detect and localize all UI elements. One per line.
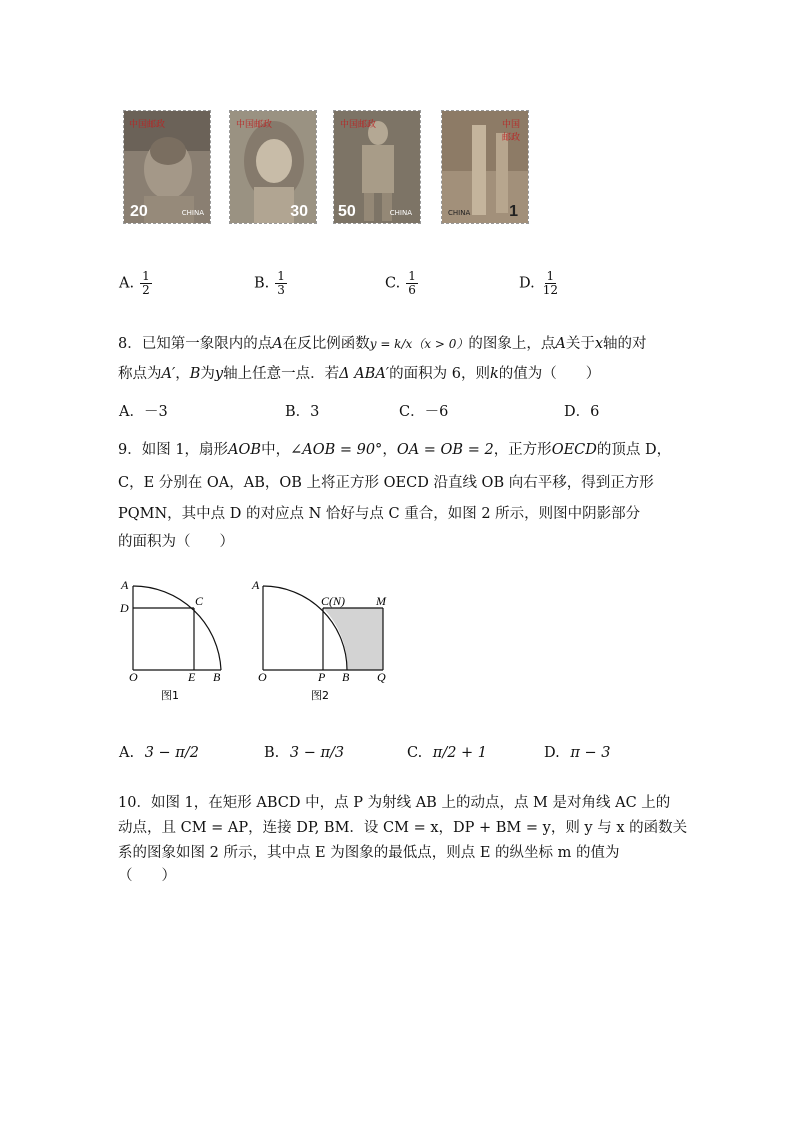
label-a: A: [252, 578, 260, 592]
label-c: C: [195, 594, 204, 608]
stamp-value: 50: [338, 203, 356, 220]
q7-option-b: B. $\frac{1}{3}$: [254, 269, 285, 297]
q8-option-b: B．3: [285, 404, 320, 420]
stamp-value: 20: [130, 203, 148, 220]
shaded-region: [323, 608, 383, 670]
fig2-caption: 图2: [311, 689, 329, 702]
fig1-caption: 图1: [161, 689, 179, 702]
q9-line-4: 的面积为（ ）: [118, 534, 234, 550]
q9-option-a: A. 3 − π/2: [119, 745, 199, 761]
q9-option-c: C. π/2 + 1: [407, 745, 488, 761]
q7-option-d: D. $\frac{1}{12}$: [519, 269, 558, 297]
q8-option-c: C．－6: [399, 404, 449, 420]
stamp-label: CHINA: [181, 209, 204, 217]
figure-2: [250, 578, 400, 706]
stamp-value: 1: [509, 203, 518, 220]
label-o: O: [258, 670, 267, 684]
q7-option-a: A. $\frac{1}{2}$: [119, 269, 150, 297]
stamp-1: [123, 110, 211, 224]
label-b: B: [342, 670, 350, 684]
label-p: P: [318, 670, 326, 684]
stamp-3: [333, 110, 421, 224]
label-o: O: [129, 670, 138, 684]
label-m: M: [376, 594, 386, 608]
stamp-2: [229, 110, 317, 224]
q8-line-1: 8．已知第一象限内的点A在反比例函数y = k/x（x > 0）的图象上，点A关于x轴的对: [118, 336, 647, 352]
q8-option-d: D．6: [564, 404, 600, 420]
q9-line-1: 9．如图 1，扇形AOB中，∠AOB = 90°，OA = OB = 2，正方形OECD的顶点 D，: [118, 442, 672, 458]
label-a: A: [121, 578, 129, 592]
label-b: B: [213, 670, 221, 684]
stamp-country: 中国邮政: [502, 120, 521, 143]
q9-line-2: C，E 分别在 OA，AB，OB 上将正方形 OECD 沿直线 OB 向右平移，得到正方形: [118, 475, 654, 491]
stamp-country: 中国邮政: [129, 120, 166, 130]
q8-line-2: 称点为A′，B为y轴上任意一点．若Δ ABA′的面积为 6，则k的值为（ ）: [118, 366, 601, 382]
figure-1: [118, 578, 238, 706]
stamp-value: 30: [290, 203, 308, 220]
q10-line-2: 动点，且 CM = AP，连接 DP, BM．设 CM = x，DP + BM = y，则 y 与 x 的函数关: [118, 820, 688, 836]
sector-arc: [133, 586, 221, 670]
stamp-4: [441, 110, 529, 224]
q8-function: y = k/x（x > 0）: [369, 337, 469, 351]
q10-line-3: 系的图象如图 2 所示，其中点 E 为图象的最低点，则点 E 的纵坐标 m 的值为: [118, 845, 620, 861]
q9-option-d: D. π − 3: [544, 745, 611, 761]
q9-option-b: B. 3 − π/3: [264, 745, 345, 761]
label-cn: C(N): [321, 594, 345, 608]
q8-option-a: A．－3: [119, 404, 168, 420]
q7-option-c: C. $\frac{1}{6}$: [385, 269, 416, 297]
q9-line-3: PQMN，其中点 D 的对应点 N 恰好与点 C 重合，如图 2 所示，则图中阴影部分: [118, 506, 641, 522]
stamp-label: CHINA: [448, 209, 471, 217]
stamp-country: 中国邮政: [236, 120, 273, 130]
label-d: D: [120, 601, 129, 615]
label-q: Q: [377, 670, 386, 684]
q10-line-4: （ ）: [118, 868, 176, 884]
stamp-label: CHINA: [389, 209, 412, 217]
label-e: E: [188, 670, 196, 684]
stamp-country: 中国邮政: [340, 120, 377, 130]
q10-line-1: 10．如图 1，在矩形 ABCD 中，点 P 为射线 AB 上的动点，点 M 是对角线 AC 上的: [118, 795, 671, 811]
